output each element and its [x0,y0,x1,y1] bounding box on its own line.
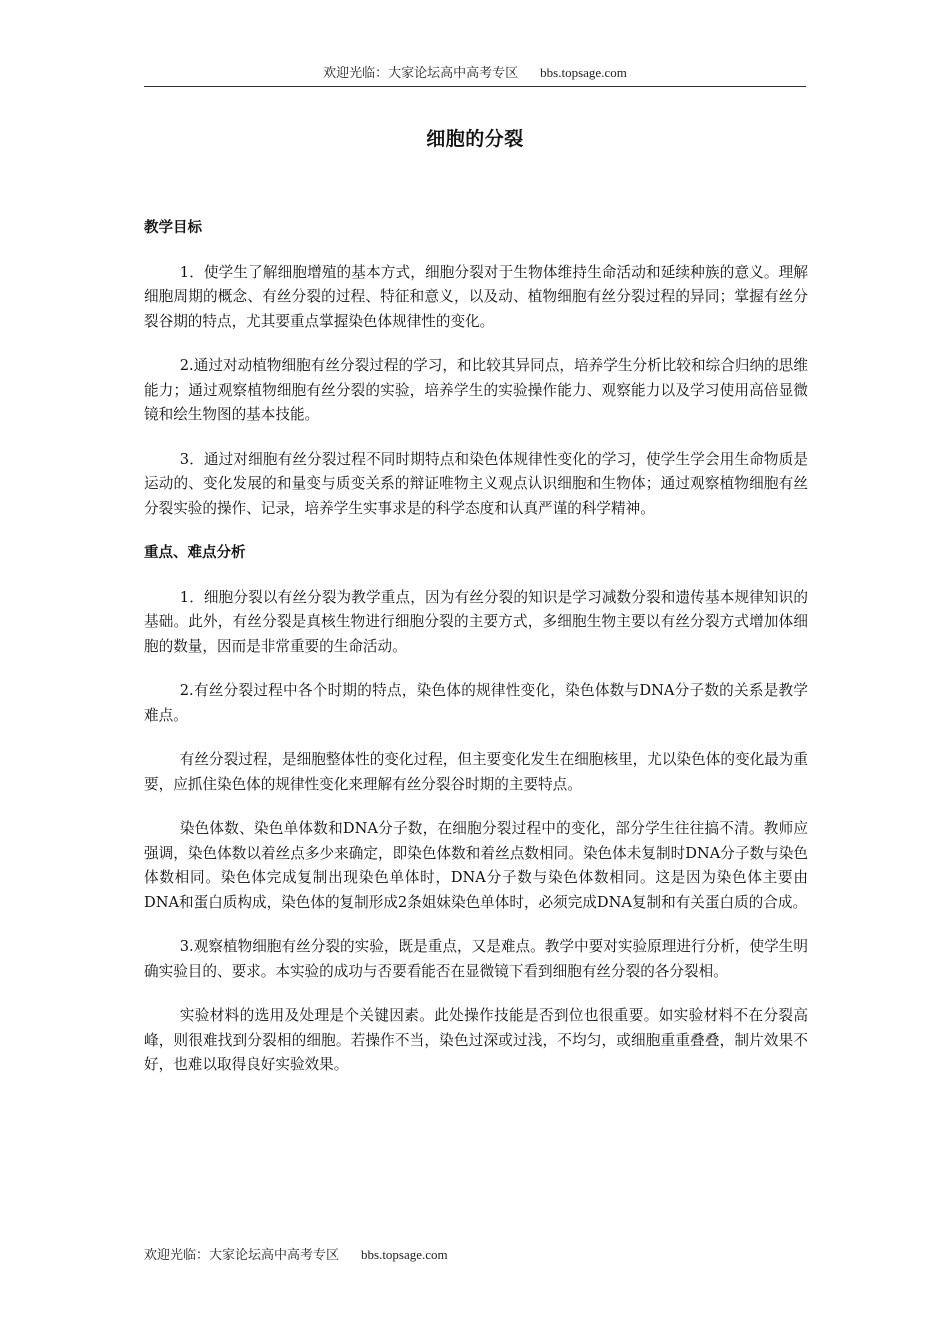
footer-site-link[interactable]: bbs.topsage.com [361,1247,448,1262]
header-welcome-text: 欢迎光临：大家论坛高中高考专区 [323,66,519,81]
paragraph: 1．细胞分裂以有丝分裂为教学重点，因为有丝分裂的知识是学习减数分裂和遗传基本规律知识的基础。此外，有丝分裂是真核生物进行细胞分裂的主要方式，多细胞生物主要以有丝分裂方式增加体细胞的数量，因而是非常重要的生命活动。 [144,588,808,655]
paragraph: 有丝分裂过程，是细胞整体性的变化过程，但主要变化发生在细胞核里，尤以染色体的变化最为重要，应抓住染色体的规律性变化来理解有丝分裂谷时期的主要特点。 [144,751,808,793]
document-body [144,216,808,1098]
header-divider [144,86,806,87]
section-heading-key-points: 重点、难点分析 [144,545,246,561]
paragraph: 3．通过对细胞有丝分裂过程不同时期特点和染色体规律性变化的学习，使学生学会用生命物质是运动的、变化发展的和量变与质变关系的辩证唯物主义观点认识细胞和生物体；通过观察植物细胞有丝分裂实验的操作、记录，培养学生实事求是的科学态度和认真严谨的科学精神。 [144,450,808,517]
section-heading-teaching-goals: 教学目标 [144,220,202,236]
paragraph: 3.观察植物细胞有丝分裂的实验，既是重点，又是难点。教学中要对实验原理进行分析，使学生明确实验目的、要求。本实验的成功与否要看能否在显微镜下看到细胞有丝分裂的各分裂相。 [144,938,808,980]
header-site-link[interactable]: bbs.topsage.com [540,65,627,80]
paragraph: 2.有丝分裂过程中各个时期的特点，染色体的规律性变化，染色体数与DNA分子数的关系是教学难点。 [144,682,808,724]
footer-welcome-text: 欢迎光临：大家论坛高中高考专区 [144,1248,340,1263]
page-header [144,64,806,83]
document-title: 细胞的分裂 [426,128,524,150]
page-footer [144,1246,448,1265]
paragraph: 2.通过对动植物细胞有丝分裂过程的学习，和比较其异同点，培养学生分析比较和综合归纳的思维能力；通过观察植物细胞有丝分裂的实验，培养学生的实验操作能力、观察能力以及学习使用高倍显微镜和绘生物图的基本技能。 [144,357,808,423]
paragraph: 1．使学生了解细胞增殖的基本方式，细胞分裂对于生物体维持生命活动和延续种族的意义。理解细胞周期的概念、有丝分裂的过程、特征和意义，以及动、植物细胞有丝分裂过程的异同；掌握有丝分裂谷期的特点，尤其要重点掌握染色体规律性的变化。 [144,263,808,330]
paragraph: 染色体数、染色单体数和DNA分子数，在细胞分裂过程中的变化，部分学生往往搞不清。教师应强调，染色体数以着丝点多少来确定，即染色体数和着丝点数相同。染色体未复制时DNA分子数与染色体数相同。染色体完成复制出现染色单体时，DNA分子数与染色体数相同。这是因为染色体主要由DNA和蛋白质构成，染色体的复制形成2条姐妹染色单体时，必须完成DNA复制和有关蛋白质的合成。 [144,820,808,911]
paragraph: 实验材料的选用及处理是个关键因素。此处操作技能是否到位也很重要。如实验材料不在分裂高峰，则很难找到分裂相的细胞。若操作不当，染色过深或过浅，不均匀，或细胞重重叠叠，制片效果不好，也难以取得良好实验效果。 [144,1007,808,1073]
